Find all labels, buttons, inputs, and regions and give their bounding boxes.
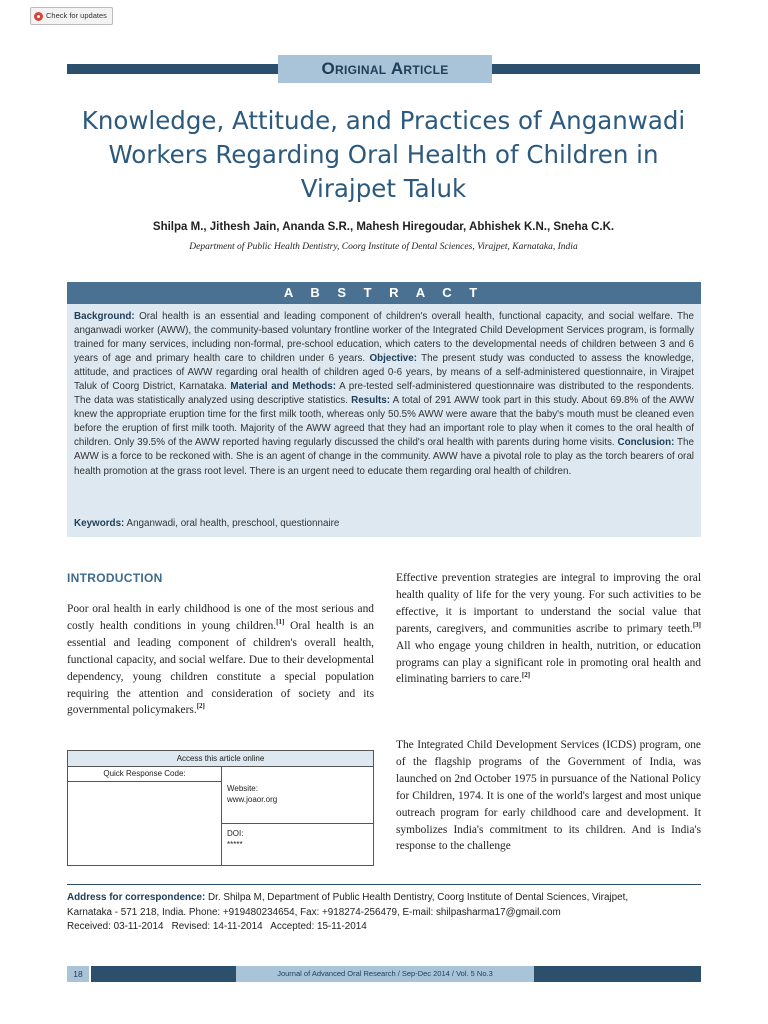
abstract-box [67,282,701,537]
intro-paragraph-1 [67,601,374,719]
intro-paragraph-3 [396,737,701,855]
intro-p1-text-a: Poor oral health in early childhood is one of the most serious and costly health conditions in young children. [67,603,374,632]
methods-label: Material and Methods: [230,381,337,393]
access-article-box [67,750,374,866]
intro-p2-text-a: Effective prevention strategies are integral to improving the oral health quality of life for the very young. For such activities to be effective, it is important to understand the social value that parents, caregivers, and communities ascribe to primary teeth. [396,572,701,635]
update-icon [34,12,43,21]
objective-label: Objective: [369,353,418,365]
citation-2[interactable]: [2] [196,702,205,711]
keywords-label: Keywords: [74,518,125,529]
results-label: Results: [351,395,390,407]
conclusion-text: The AWW is a force to be reckoned with. She is an agent of change in the community. AWW have a pivotal role to play as the torch bearers of oral health promotion at the grass root level. There is an urgent need to educate them regarding oral health of children. [74,437,694,477]
check-for-updates-label: Check for updates [46,11,107,20]
article-title: Knowledge, Attitude, and Practices of Anganwadi Workers Regarding Oral Health of Children in Virajpet Taluk [81,106,686,203]
correspondence-line-2: Karnataka - 571 218, India. Phone: +919480234654, Fax: +918274-256479, E-mail: shilpasharma17@gmail.com [67,906,561,918]
correspondence-line-1 [67,891,701,906]
intro-p2-text-b: All who engage young children in health, nutrition, or education programs can play a significant role in promoting oral health and eliminating barriers to care. [396,639,701,686]
abstract-text [67,304,701,479]
author-list: Shilpa M., Jithesh Jain, Ananda S.R., Mahesh Hiregoudar, Abhishek K.N., Sneha C.K. [152,221,615,233]
background-label: Background: [74,311,135,322]
correspondence-address: Dr. Shilpa M, Department of Public Health Dentistry, Coorg Institute of Dental Sciences, Virajpet, [205,892,629,903]
keywords [74,518,339,529]
correspondence-block [67,891,701,935]
citation-3[interactable]: [3] [692,620,701,629]
page-number: 18 [67,966,89,982]
introduction-heading: INTRODUCTION [67,571,163,585]
doi-value: ***** [227,840,243,849]
conclusion-label: Conclusion: [617,437,675,449]
access-info [222,767,373,865]
citation-2b[interactable]: [2] [521,671,531,680]
affiliation: Department of Public Health Dentistry, Coorg Institute of Dental Sciences, Virajpet, Karnataka, India [189,242,578,252]
qr-code-area [68,767,222,865]
journal-citation: Journal of Advanced Oral Research / Sep-Dec 2014 / Vol. 5 No.3 [236,966,534,982]
intro-paragraph-2 [396,570,701,688]
doi-info [222,823,373,854]
correspondence-rule [67,884,701,885]
abstract-heading: A B S T R A C T [67,282,701,304]
dates-line: Received: 03-11-2014 Revised: 14-11-2014 Accepted: 15-11-2014 [67,921,367,932]
intro-p1-text-b: Oral health is an essential and leading component of children's overall health, functional capacity, and social welfare. Due to their developmental dependency, young children constitute a special population requiring the attention and consideration of society and its governmental policymakers. [67,619,375,717]
doi-label: DOI: [227,829,244,838]
results-text: A total of 291 AWW took part in this study. About 69.8% of the AWW knew the appropriate eruption time for the first milk tooth, whereas only 50.5% AWW were aware that the baby's mouth must be cleaned even before the eruption of first milk tooth. Majority of the AWW agreed that they had an important role to play when it comes to the oral health of children. Only 39.5% of the AWW reported having regularly discussed the child's oral health with parents during home visits. [74,395,694,449]
website-link[interactable]: www.joaor.org [227,795,278,804]
keywords-text: Anganwadi, oral health, preschool, questionnaire [124,518,340,529]
intro-p3-text: The Integrated Child Development Services (ICDS) program, one of the flagship programs of the Government of India, was launched on 2nd October 1975 in pursuance of the National Policy for Children, 1974. It is one of the world's largest and most unique outreach program for early childhood care and development. It symbolizes India's commitment to its children. And is India's response to the challenge [396,739,701,853]
qr-code-label: Quick Response Code: [68,767,221,782]
background-text: Oral health is an essential and leading component of children's overall health, functional capacity, and social welfare. The anganwadi worker (AWW), the community-based voluntary frontline worker of the Integrated Child Development Services program, is formally trained for many services, including non-formal, pre-school education, which caters to the developmental needs of children between 3 and 6 years of age and primary health care to children under 6 years. [74,311,694,365]
correspondence-label: Address for correspondence: [67,892,206,903]
methods-text: A pre-tested self-administered questionnaire was distributed to the respondents. The data was statistically analyzed using descriptive statistics. [74,381,695,407]
access-header: Access this article online [68,751,373,767]
website-info [227,783,277,805]
article-type-banner: Original Article [278,55,492,83]
check-for-updates-badge[interactable] [30,7,113,25]
objective-text: The present study was conducted to assess the knowledge, attitude, and practices of AWW regarding oral health of children aged 0-6 years, by means of a self-administered questionnaire, in Virajpet Taluk of Coorg District, Karnataka. [74,353,694,393]
website-label: Website: [227,784,258,793]
citation-1[interactable]: [1] [276,618,285,627]
